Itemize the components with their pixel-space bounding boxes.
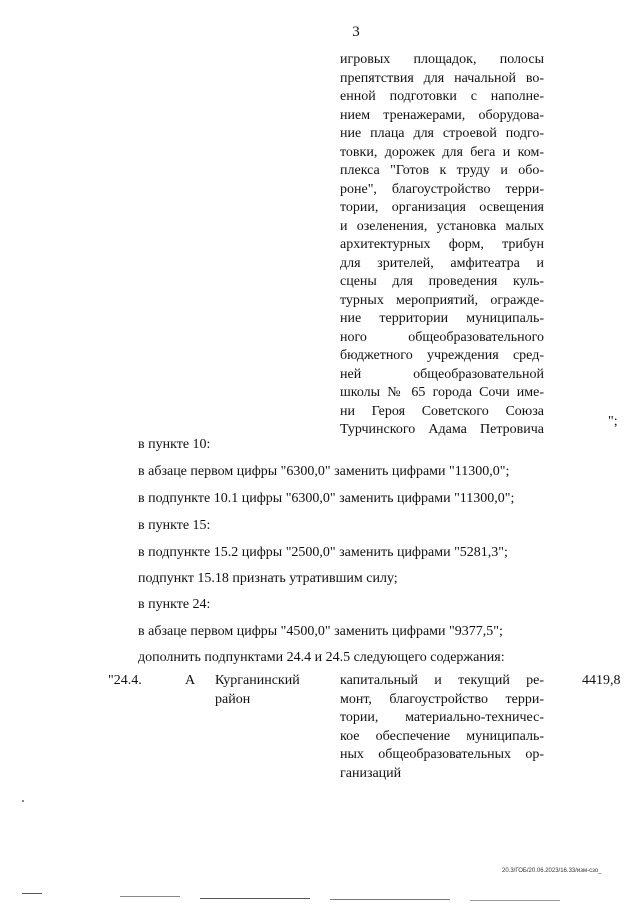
text-line: нием тренажерами, оборудова- bbox=[340, 107, 544, 123]
continued-table-cell bbox=[340, 51, 544, 440]
text-line: ного общеобразовательного bbox=[340, 329, 544, 345]
amendment-paragraph: дополнить подпунктами 24.4 и 24.5 следующего содержания: bbox=[138, 650, 505, 665]
text-line: бюджетного учреждения сред- bbox=[340, 348, 544, 363]
amendment-paragraph: в пункте 24: bbox=[138, 597, 211, 612]
row-number: "24.4. bbox=[108, 673, 142, 688]
text-line: ных общеобразовательных ор- bbox=[340, 747, 544, 762]
amendment-paragraph: подпункт 15.18 признать утратившим силу; bbox=[138, 571, 398, 586]
text-line: тории, материально-техничес- bbox=[340, 710, 544, 725]
scan-artifact bbox=[120, 896, 180, 897]
text-line: Турчинского Адама Петровича bbox=[340, 422, 544, 437]
text-line: архитектурных форм, трибун bbox=[340, 237, 544, 252]
text-line: игровых площадок, полосы bbox=[340, 52, 544, 67]
text-line: школы № 65 города Сочи име- bbox=[340, 385, 544, 400]
text-line: и озеленения, установка малых bbox=[340, 218, 544, 234]
row-letter: А bbox=[185, 673, 196, 688]
text-line: ни Героя Советского Союза bbox=[340, 403, 544, 419]
row-amount: 4419,8 bbox=[582, 673, 621, 688]
text-line: сцены для проведения куль- bbox=[340, 274, 544, 289]
text-line: ганизаций bbox=[340, 765, 402, 781]
row-description bbox=[340, 672, 544, 783]
district-name bbox=[215, 672, 315, 709]
text-line: ней общеобразовательной bbox=[340, 366, 544, 382]
text-line: ние плаца для строевой подго- bbox=[340, 126, 544, 141]
text-line: препятствия для начальной во- bbox=[340, 70, 544, 86]
text-line: турных мероприятий, огражде- bbox=[340, 292, 544, 308]
amendment-paragraph: в абзаце первом цифры "6300,0" заменить цифрами "11300,0"; bbox=[138, 464, 510, 479]
text-line: Курганинский bbox=[215, 673, 300, 688]
text-line: район bbox=[215, 691, 251, 707]
text-line: товки, дорожек для бега и ком- bbox=[340, 144, 544, 160]
closing-quote: "; bbox=[608, 414, 618, 429]
text-line: роне", благоустройство терри- bbox=[340, 181, 544, 197]
scan-artifact bbox=[330, 899, 450, 900]
amendment-paragraph: в подпункте 15.2 цифры "2500,0" заменить цифрами "5281,3"; bbox=[138, 545, 508, 560]
text-line: ние территории муниципаль- bbox=[340, 311, 544, 326]
amendment-paragraph: в пункте 10: bbox=[138, 437, 211, 452]
text-line: тории, организация освещения bbox=[340, 200, 544, 215]
text-line: плекса "Готов к труду и обо- bbox=[340, 163, 544, 178]
page-number: 3 bbox=[352, 24, 360, 40]
text-line: енной подготовки с наполне- bbox=[340, 89, 544, 104]
amendment-paragraph: в абзаце первом цифры "4500,0" заменить цифрами "9377,5"; bbox=[138, 624, 503, 639]
scan-artifact bbox=[470, 900, 560, 901]
text-line: для зрителей, амфитеатра и bbox=[340, 255, 544, 271]
text-line: кое обеспечение муниципаль- bbox=[340, 728, 544, 744]
text-line: капитальный и текущий ре- bbox=[340, 673, 544, 688]
scan-artifact bbox=[22, 893, 42, 894]
amendment-paragraph: в подпункте 10.1 цифры "6300,0" заменить цифрами "11300,0"; bbox=[138, 491, 515, 506]
scan-artifact bbox=[22, 800, 24, 802]
scan-artifact bbox=[200, 898, 310, 899]
document-footer-code: 20.3/ГОБ/20.06.2023/16.33/изм-сзо_ bbox=[502, 868, 602, 874]
amendment-paragraph: в пункте 15: bbox=[138, 518, 211, 533]
text-line: монт, благоустройство терри- bbox=[340, 691, 544, 707]
